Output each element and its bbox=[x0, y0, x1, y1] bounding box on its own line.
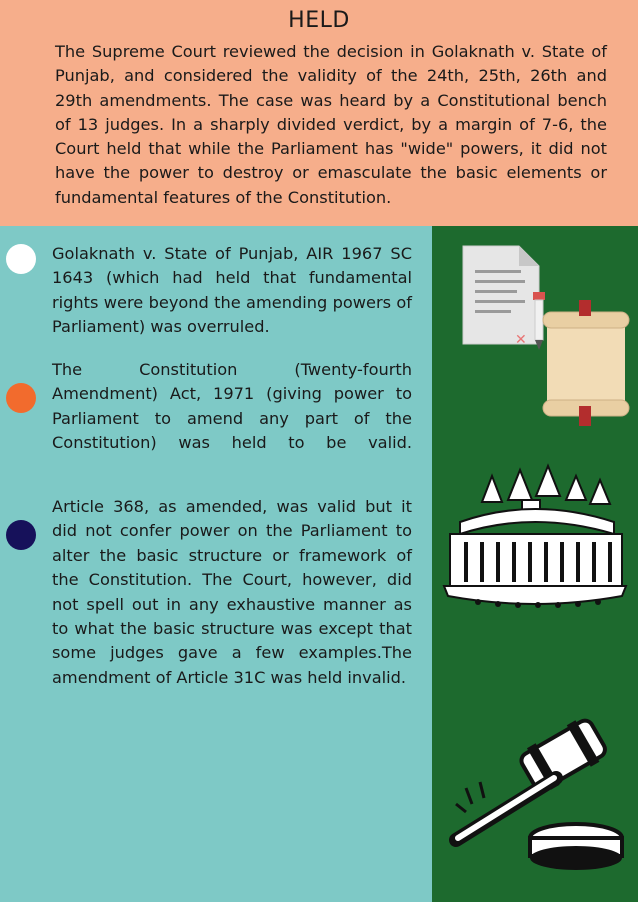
svg-text:✕: ✕ bbox=[515, 332, 527, 348]
section-title: HELD bbox=[288, 8, 350, 33]
point-24th-amendment: The Constitution (Twenty-fourth Amendment) Act, 1971 (giving power to Parliament to amend any part of the Constitution) was held to be valid. bbox=[52, 360, 412, 453]
parliament-building-icon bbox=[438, 462, 630, 612]
gavel-icon bbox=[438, 708, 630, 888]
point-article-368: Article 368, as amended, was valid but it did not confer power on the Parliament to alter the basic structure or framework of the Constitution. The Court, however, did not spell out in any exhaustive manner as to what the basic structure was except that some judges gave a few examples.The amendment of Article 31C was held invalid. bbox=[52, 497, 412, 687]
document-scroll-icon bbox=[455, 240, 635, 430]
bullet-dot-navy bbox=[6, 520, 36, 550]
held-section bbox=[0, 0, 638, 226]
point-golaknath: Golaknath v. State of Punjab, AIR 1967 SC 1643 (which had held that fundamental rights were beyond the amending powers of Parliament) was overruled. bbox=[52, 244, 412, 337]
bullet-dot-orange bbox=[6, 383, 36, 413]
bullet-dot-white bbox=[6, 244, 36, 274]
held-summary: The Supreme Court reviewed the decision in Golaknath v. State of Punjab, and considered the validity of the 24th, 25th, 26th and 29th amendments. The case was heard by a Constitutional bench of 13 judges. In a sharply divided verdict, by a margin of 7-6, the Court held that while the Parliament has "wide" powers, it did not have the power to destroy or emasculate the basic elements or fundamental features of the Constitution. bbox=[55, 42, 607, 207]
